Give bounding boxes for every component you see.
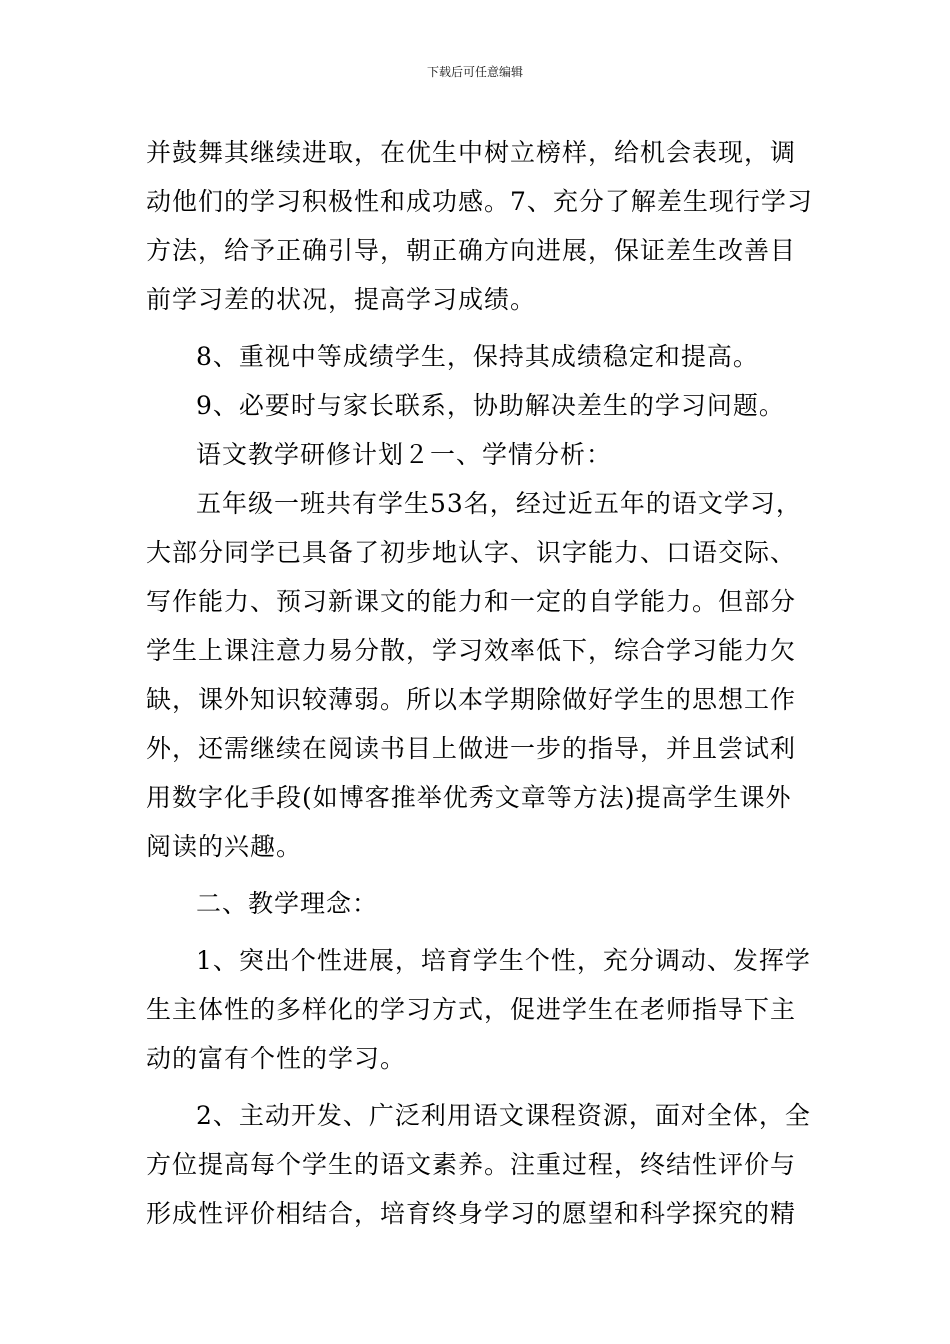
paragraph-line: 方位提高每个学生的语文素养。注重过程，终结性评价与 bbox=[146, 1150, 797, 1179]
paragraph-line: 前学习差的状况，提高学习成绩。 bbox=[146, 285, 537, 314]
paragraph-line: 写作能力、预习新课文的能力和一定的自学能力。但部分 bbox=[146, 587, 797, 616]
paragraph-line: 动他们的学习积极性和成功感。7、充分了解差生现行学习 bbox=[146, 187, 813, 216]
paragraph-line: 8、重视中等成绩学生，保持其成绩稳定和提高。 bbox=[196, 342, 759, 371]
paragraph-line: 动的富有个性的学习。 bbox=[146, 1044, 407, 1073]
paragraph-line: 1、突出个性进展，培育学生个性，充分调动、发挥学 bbox=[196, 946, 811, 975]
paragraph-line: 语文教学研修计划２一、学情分析： bbox=[196, 440, 613, 469]
paragraph-line: 方法，给予正确引导，朝正确方向进展，保证差生改善目 bbox=[146, 236, 797, 265]
paragraph-line: 并鼓舞其继续进取，在优生中树立榜样，给机会表现，调 bbox=[146, 138, 797, 167]
section-heading: 二、教学理念： bbox=[196, 889, 379, 918]
paragraph-line: 9、必要时与家长联系，协助解决差生的学习问题。 bbox=[196, 391, 785, 420]
paragraph-line: 用数字化手段(如博客推举优秀文章等方法)提高学生课外 bbox=[146, 783, 792, 812]
document-body bbox=[146, 128, 813, 1238]
paragraph-line: 2、主动开发、广泛利用语文课程资源，面对全体，全 bbox=[196, 1101, 811, 1130]
paragraph-line: 形成性评价相结合，培育终身学习的愿望和科学探究的精 bbox=[146, 1199, 797, 1228]
paragraph-line: 五年级一班共有学生53名，经过近五年的语文学习， bbox=[196, 489, 802, 518]
paragraph-line: 生主体性的多样化的学习方式，促进学生在老师指导下主 bbox=[146, 995, 797, 1024]
paragraph-line: 阅读的兴趣。 bbox=[146, 832, 303, 861]
paragraph-line: 外，还需继续在阅读书目上做进一步的指导，并且尝试利 bbox=[146, 734, 797, 763]
page-header: 下载后可任意编辑 bbox=[426, 65, 523, 79]
paragraph-line: 大部分同学已具备了初步地认字、识字能力、口语交际、 bbox=[146, 538, 797, 567]
paragraph-line: 学生上课注意力易分散，学习效率低下，综合学习能力欠 bbox=[146, 636, 797, 665]
paragraph-line: 缺，课外知识较薄弱。所以本学期除做好学生的思想工作 bbox=[146, 685, 797, 714]
